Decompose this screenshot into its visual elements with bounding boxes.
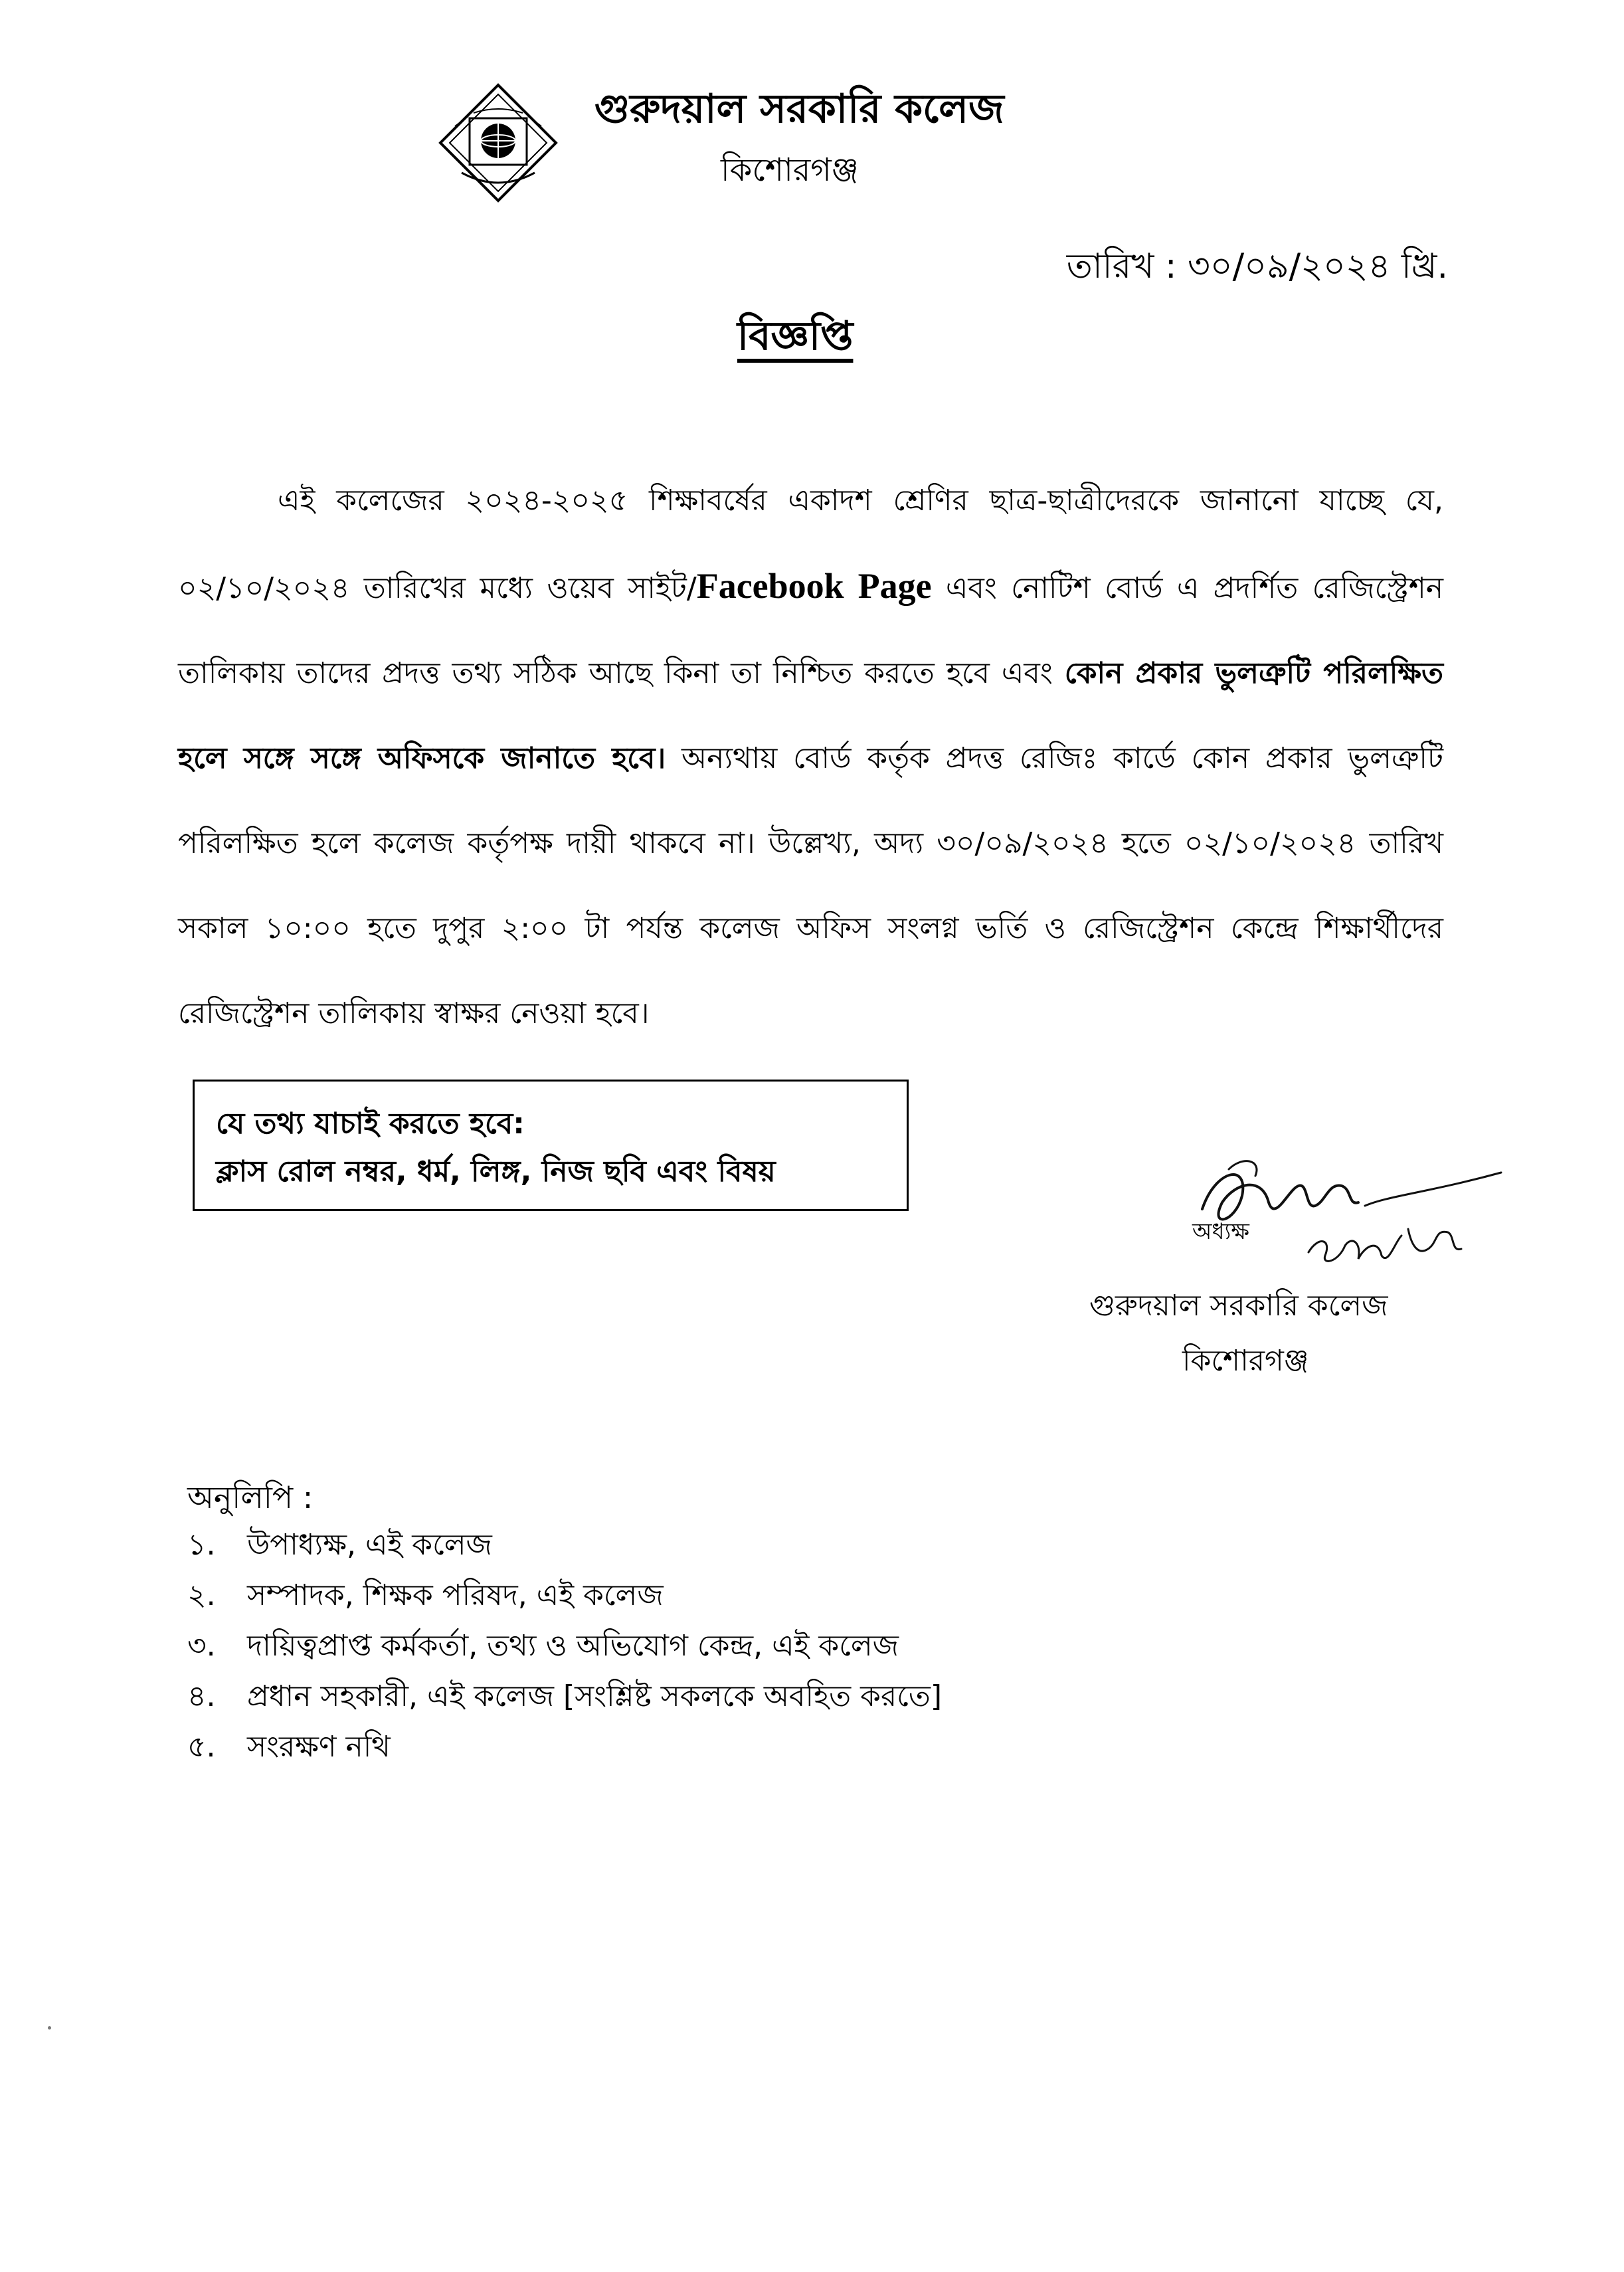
principal-signature xyxy=(1189,1129,1548,1282)
college-name: গুরুদয়াল সরকারি কলেজ xyxy=(594,86,1004,132)
copy-list-item: ৩. দায়িত্বপ্রাপ্ত কর্মকর্তা, তথ্য ও অভিযোগ কেন্দ্র, এই কলেজ xyxy=(187,1629,899,1663)
signature-college-name: গুরুদয়াল সরকারি কলেজ xyxy=(1089,1289,1388,1323)
body-part-3: অন্যথায় বোর্ড কর্তৃক প্রদত্ত রেজিঃ কার্ডে কোন প্রকার ভুলত্রুটি পরিলক্ষিত হলে কলেজ কর্তৃপক্ষ দায়ী থাকবে না। উল্লেখ্য, অদ্য ৩০/০৯/২০২৪ হতে ০২/১০/২০২৪ তারিখ সকাল ১০:০০ হতে দুপুর ২:০০ টা পর্যন্ত কলেজ অফিস সংলগ্ন ভর্তি ও রেজিস্ট্রেশন কেন্দ্রে শিক্ষার্থীদের রেজিস্ট্রেশন তালিকায় স্বাক্ষর নেওয়া হবে। xyxy=(178,741,1443,1030)
info-box-fields: ক্লাস রোল নম্বর, ধর্ম, লিঙ্গ, নিজ ছবি এবং বিষয় xyxy=(216,1155,776,1188)
copy-list-item: ১. উপাধ্যক্ষ, এই কলেজ xyxy=(187,1528,492,1562)
facebook-page-text: Facebook Page xyxy=(696,566,932,606)
college-logo xyxy=(435,80,561,206)
body-part-1: এই কলেজের ২০২৪-২০২৫ শিক্ষাবর্ষের একাদশ শ্রেণির ছাত্র-ছাত্রীদেরকে জানানো যাচ্ছে যে, ০২/১০/২০২৪ তারিখের মধ্যে ওয়েব সাইট/ xyxy=(178,484,1443,605)
notice-date: তারিখ : ৩০/০৯/২০২৪ খ্রি. xyxy=(1066,246,1448,286)
body-bold-warning: কোন প্রকার ভুলত্রুটি পরিলক্ষিত হলে সঙ্গে সঙ্গে অফিসকে জানাতে হবে। xyxy=(178,656,1443,775)
copy-list-item: ৪. প্রধান সহকারী, এই কলেজ [সংশ্লিষ্ট সকলকে অবহিত করতে] xyxy=(187,1679,943,1713)
notice-title: বিজ্ঞপ্তি xyxy=(737,313,854,359)
signature-district: কিশোরগঞ্জ xyxy=(1182,1344,1309,1378)
principal-title: অধ্যক্ষ xyxy=(1192,1218,1249,1245)
notice-body xyxy=(178,458,1443,1056)
info-box-heading: যে তথ্য যাচাই করতে হবে: xyxy=(216,1107,525,1141)
scan-speck xyxy=(48,2026,51,2030)
verification-info-box xyxy=(193,1080,909,1211)
body-part-2: এবং নোটিশ বোর্ড এ প্রদর্শিত রেজিস্ট্রেশন তালিকায় তাদের প্রদত্ত তথ্য সঠিক আছে কিনা তা নিশ্চিত করতে হবে এবং xyxy=(178,571,1443,690)
copy-list-item: ২. সম্পাদক, শিক্ষক পরিষদ, এই কলেজ xyxy=(187,1578,664,1612)
college-district: কিশোরগঞ্জ xyxy=(721,151,859,189)
copy-list-item: ৫. সংরক্ষণ নথি xyxy=(187,1730,391,1764)
copy-list-title: অনুলিপি : xyxy=(187,1479,314,1515)
